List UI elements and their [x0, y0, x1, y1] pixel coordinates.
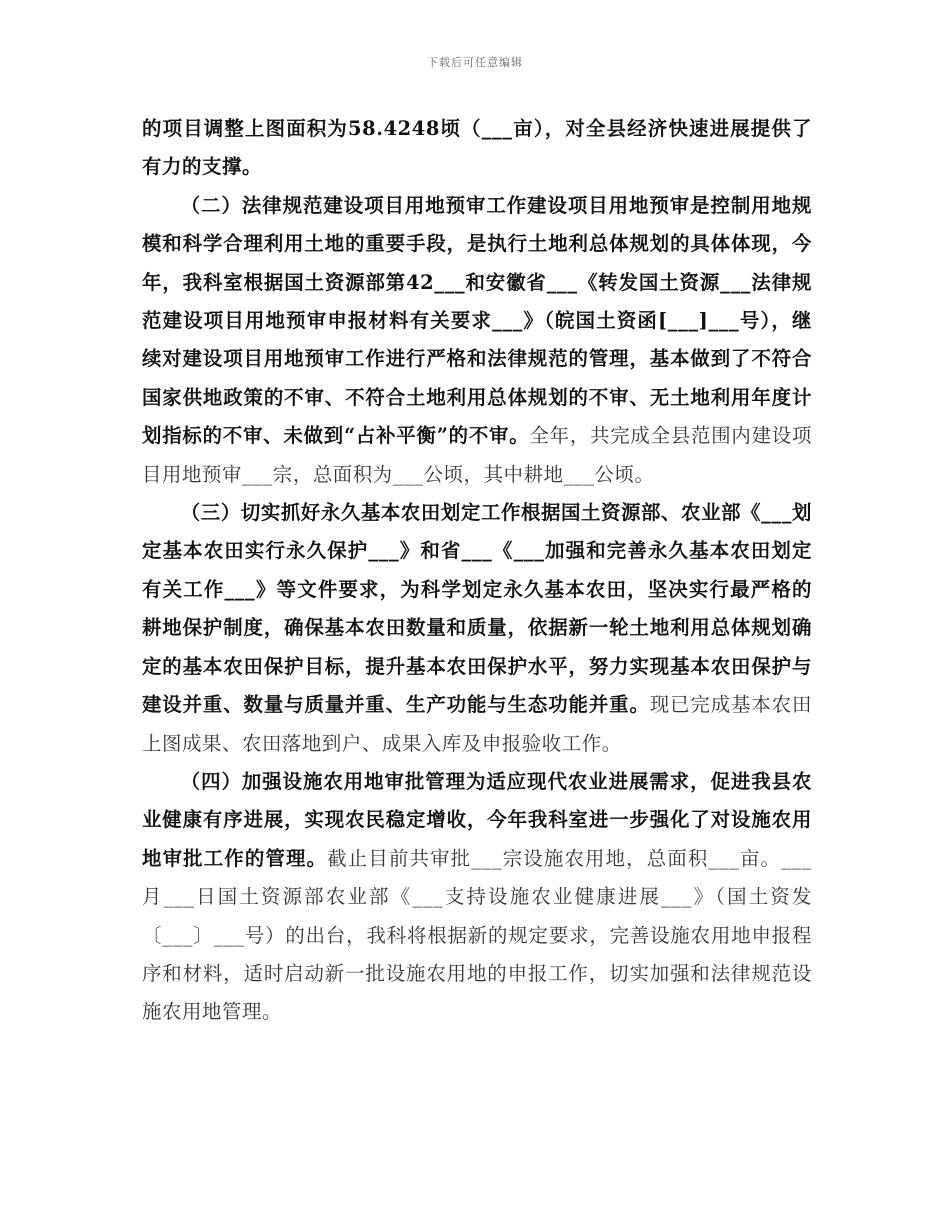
- paragraph-text-bold: 的项目调整上图面积为58.4248顷（___亩），对全县经济快速进展提供了有力的支撑。: [142, 117, 812, 179]
- paragraph-text-bold: （三）切实抓好永久基本农田划定工作根据国土资源部、农业部《___划定基本农田实行永久保护___》和省___《___加强和完善永久基本农田划定有关工作___》等文件要求，为科学划定永久基本农田，坚决实行最严格的耕地保护制度，确保基本农田数量和质量，依据新一轮土地利用总体规划确定的基本农田保护目标，提升基本农田保护水平，努力实现基本农田保护与建设并重、数量与质量并重、生产功能与生态功能并重。: [142, 501, 812, 717]
- paragraph-section-2: [142, 187, 812, 494]
- paragraph-text-regular: 全年，共完成全县范围内建设项目用地预审___宗，总面积为___公顷，其中耕地___公顷。: [142, 424, 812, 486]
- document-body: [142, 110, 812, 1032]
- paragraph-continuation: [142, 110, 812, 187]
- paragraph-text-bold: （四）加强设施农用地审批管理为适应现代农业进展需求，促进我县农业健康有序进展，实现农民稳定增收，今年我科室进一步强化了对设施农用地审批工作的管理。: [142, 769, 812, 870]
- paragraph-text-bold: （二）法律规范建设项目用地预审工作建设项目用地预审是控制用地规模和科学合理利用土地的重要手段，是执行土地利总体规划的具体体现，今年，我科室根据国土资源部第42___和安徽省___《转发国土资源___法律规范建设项目用地预审申报材料有关要求___》（皖国土资函[___]___号），继续对建设项目用地预审工作进行严格和法律规范的管理，基本做到了不符合国家供地政策的不审、不符合土地利用总体规划的不审、无土地利用年度计划指标的不审、未做到“占补平衡”的不审。: [142, 193, 812, 448]
- paragraph-text-regular: 截止目前共审批___宗设施农用地，总面积___亩。___月___日国土资源部农业部《___支持设施农业健康进展___》（国土资发〔___〕___号）的出台，我科将根据新的规定要求，完善设施农用地申报程序和材料，适时启动新一批设施农用地的申报工作，切实加强和法律规范设施农用地管理。: [142, 846, 812, 1024]
- header-note: 下载后可任意编辑: [427, 56, 523, 69]
- paragraph-section-3: [142, 494, 812, 763]
- paragraph-section-4: [142, 763, 812, 1032]
- paragraph-text-regular: 现已完成基本农田上图成果、农田落地到户、成果入库及申报验收工作。: [142, 693, 812, 755]
